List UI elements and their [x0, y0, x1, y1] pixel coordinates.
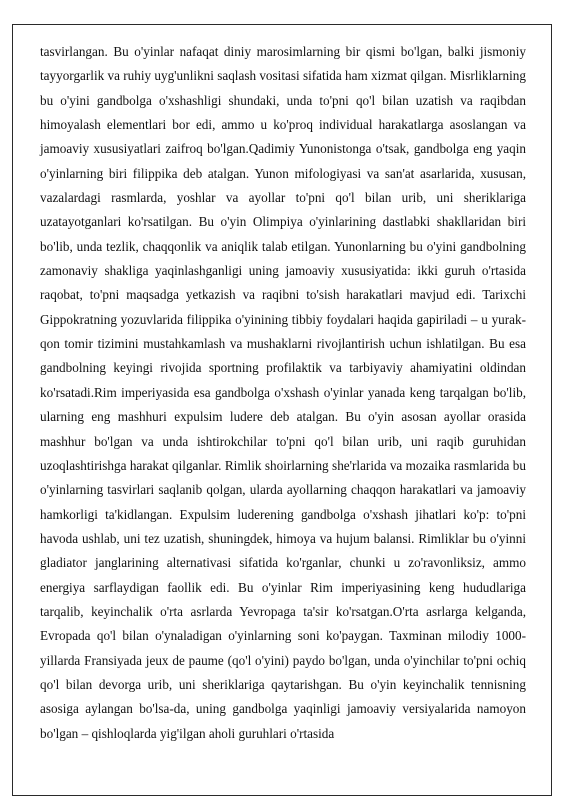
body-paragraph: tasvirlangan. Bu o'yinlar nafaqat diniy marosimlarning bir qismi bo'lgan, balki jismoniy tayyorgarlik va ruhiy uyg'unlikni saqlash vositasi sifatida ham xizmat qilgan. Misrliklarning bu o'yini gandbolga o'xshashligi shundaki, unda to'pni qo'l bilan uzatish va raqibdan himoyalash elementlari bor edi, ammo u ko'proq individual harakatlarga asoslangan va jamoaviy xususiyatlari zaifroq bo'lgan.Qadimiy Yunonistonga o'tsak, gandbolga eng yaqin o'yinlarning biri filippika deb atalgan. Yunon mifologiyasi va san'at asarlarida, xususan, vazalardagi rasmlarda, yoshlar va ayollar to'pni qo'l bilan urib, uni sheriklariga uzatayotganlari ko'rsatilgan. Bu o'yin Olimpiya o'yinlarining dastlabki shakllaridan biri bo'lib, unda tezlik, chaqqonlik va aniqlik talab etilgan. Yunonlarning bu o'yini gandbolning zamonaviy shakliga yaqinlashganligi uning jamoaviy xususiyatida: ikki guruh o'rtasida raqobat, to'pni maqsadga yetkazish va raqibni to'sish harakatlari mavjud edi. Tarixchi Gippokratning yozuvlarida filippika o'yinining tibbiy foydalari haqida gapiriladi – u yurak-qon tomir tizimini mustahkamlash va mushaklarni rivojlantirish uchun ishlatilgan. Bu esa gandbolning keyingi rivojida sportning profilaktik va tarbiyaviy ahamiyatini oldindan ko'rsatadi.Rim imperiyasida esa gandbolga o'xshash o'yinlar yanada keng tarqalgan bo'lib, ularning eng mashhuri expulsim ludere deb atalgan. Bu o'yin asosan ayollar orasida mashhur bo'lgan va unda ishtirokchilar to'pni qo'l bilan urib, uni raqib guruhidan uzoqlashtirishga harakat qilganlar. Rimlik shoirlarning she'rlarida va mozaika rasmlarida bu o'yinlarning tasvirlari saqlanib qolgan, ularda ayollarning chaqqon harakatlari va jamoaviy hamkorligi ta'kidlangan. Expulsim luderening gandbolga o'xshash jihatlari ko'p: to'pni havoda ushlab, uni tez uzatish, shuningdek, himoya va hujum balansi. Rimliklar bu o'yinni gladiator janglarining alternativasi sifatida ko'rganlar, chunki u zo'ravonliksiz, ammo energiya sarflaydigan faollik edi. Bu o'yinlar Rim imperiyasining keng hududlariga tarqalib, keyinchalik o'rta asrlarda Yevropaga ta'sir ko'rsatgan.O'rta asrlarga kelganda, Evropada qo'l bilan o'ynaladigan o'yinlarning soni ko'paygan. Taxminan milodiy 1000-yillarda Fransiyada jeux de paume (qo'l o'yini) paydo bo'lgan, unda o'yinchilar to'pni ochiq qo'l bilan devorga urib, uni sheriklariga qaytarishgan. Bu o'yin keyinchalik tennisning asosiga aylangan bo'lsa-da, uning gandbolga yaqinligi jamoaviy versiyalarida namoyon bo'lgan – qishloqlarda yig'ilgan aholi guruhlari o'rtasida	[40, 44, 526, 741]
